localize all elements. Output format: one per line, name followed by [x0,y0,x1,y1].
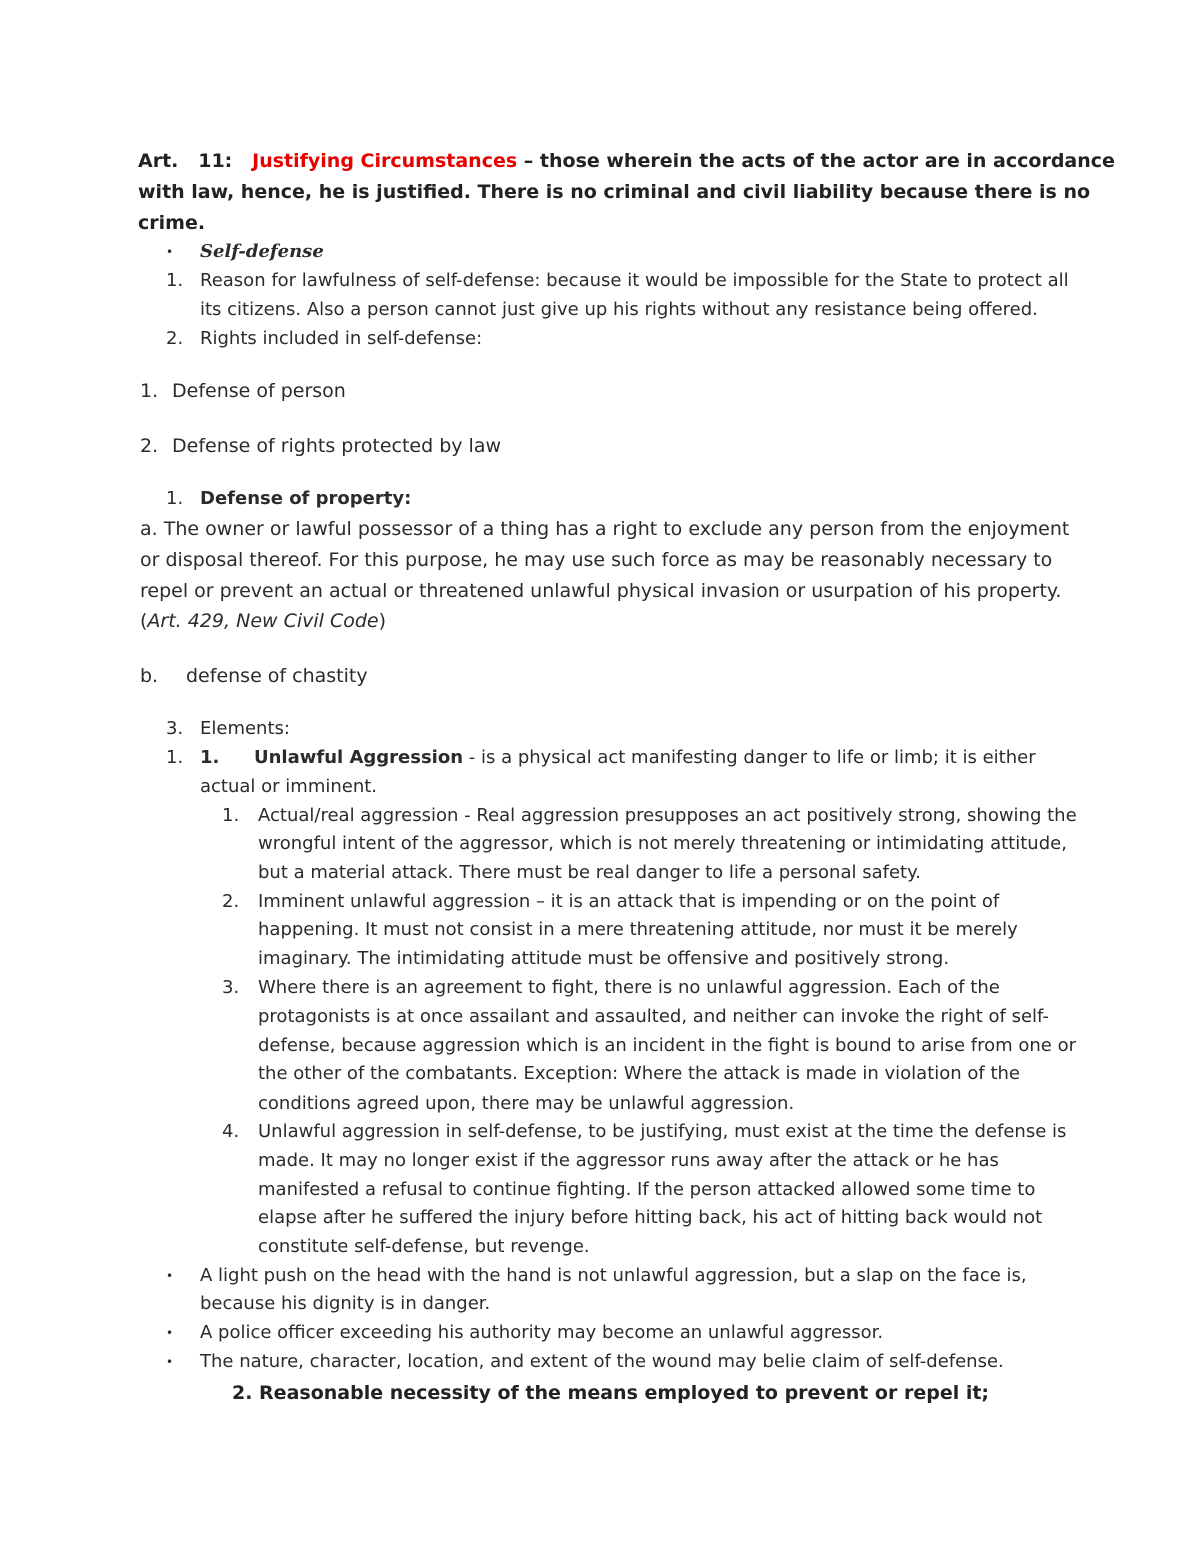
letter-b: b. [140,665,159,687]
list-number: 1. [166,747,184,768]
defense-of-property-heading: Defense of property: [200,488,412,509]
civil-code-citation: Art. 429, New Civil Code [147,610,379,632]
sub-item-line: constitute self-defense, but revenge. [258,1236,590,1257]
article-label: Art. [138,150,179,172]
unlawful-aggression-title: Unlawful Aggression [254,747,464,768]
defense-of-rights: Defense of rights protected by law [172,435,502,457]
property-a-line-1: a. The owner or lawful possessor of a thing has a right to exclude any person from the enjoyment [140,518,1070,540]
list-number: 1. [222,805,240,826]
property-a-line-3: repel or prevent an actual or threatened unlawful physical invasion or usurpation of his property. [140,580,1062,602]
sub-item-line: Imminent unlawful aggression – it is an attack that is impending or on the point of [258,891,1000,912]
sub-item-line: conditions agreed upon, there may be unlawful aggression. [258,1093,795,1114]
article-heading-line-2: with law, hence, he is justified. There is no criminal and civil liability because there is no [138,181,1091,203]
sub-item-line: defense, because aggression which is an incident in the fight is bound to arise from one or [258,1035,1076,1056]
sub-item-line: made. It may no longer exist if the aggressor runs away after the attack or he has [258,1150,999,1171]
defense-of-chastity: defense of chastity [186,665,368,687]
sub-item-line: manifested a refusal to continue fighting. If the person attacked allowed some time to [258,1179,1036,1200]
list-number: 3. [166,718,184,739]
self-defense-label: Self-defense [200,241,324,262]
sub-item-line: happening. It must not consist in a mere threatening attitude, nor must it be merely [258,919,1018,940]
sub-item-line: elapse after he suffered the injury before hitting back, his act of hitting back would not [258,1207,1043,1228]
sub-item-line: but a material attack. There must be real danger to life a personal safety. [258,862,921,883]
list-number: 2. [222,891,240,912]
list-number: 1. [200,747,220,768]
reason-line-1: Reason for lawfulness of self-defense: because it would be impossible for the State to protect all [200,270,1069,291]
list-number: 2. [166,328,184,349]
rights-heading: Rights included in self-defense: [200,328,483,349]
bullet-marker: • [166,245,174,259]
list-number: 4. [222,1121,240,1142]
property-a-line-2: or disposal thereof. For this purpose, he may use such force as may be reasonably necessary to [140,549,1053,571]
list-number: 1. [140,380,159,402]
sub-item-line: protagonists is at once assailant and assaulted, and neither can invoke the right of self- [258,1006,1049,1027]
sub-item-line: wrongful intent of the aggressor, which is not merely threatening or intimidating attitude, [258,833,1067,854]
article-number: 11: [198,150,233,172]
sub-item-line: the other of the combatants. Exception: Where the attack is made in violation of the [258,1063,1021,1084]
list-number: 1. [166,488,184,509]
reason-line-2: its citizens. Also a person cannot just give up his rights without any resistance being offered. [200,299,1038,320]
reasonable-necessity-heading: 2. Reasonable necessity of the means employed to prevent or repel it; [232,1382,990,1404]
sub-item-line: Unlawful aggression in self-defense, to be justifying, must exist at the time the defense is [258,1121,1067,1142]
unlawful-aggression-line-2: actual or imminent. [200,776,378,797]
article-title: Justifying Circumstances [252,150,518,172]
bullet-marker: • [166,1269,174,1283]
defense-of-person: Defense of person [172,380,346,402]
elements-heading: Elements: [200,718,290,739]
note-line: A police officer exceeding his authority may become an unlawful aggressor. [200,1322,884,1343]
sub-item-line: Where there is an agreement to fight, there is no unlawful aggression. Each of the [258,977,1000,998]
note-line: A light push on the head with the hand is not unlawful aggression, but a slap on the face is, [200,1265,1027,1286]
bullet-marker: • [166,1326,174,1340]
article-definition: – those wherein the acts of the actor are in accordance [517,150,1115,172]
note-line: The nature, character, location, and extent of the wound may belie claim of self-defense. [200,1351,1004,1372]
article-heading-line-1 [138,149,1115,173]
unlawful-aggression-line-1: Unlawful Aggression - is a physical act manifesting danger to life or limb; it is either [254,747,1036,768]
property-citation: (Art. 429, New Civil Code) [140,610,387,632]
list-number: 2. [140,435,159,457]
note-line: because his dignity is in danger. [200,1293,491,1314]
article-heading-line-3: crime. [138,212,206,234]
list-number: 3. [222,977,240,998]
list-number: 1. [166,270,184,291]
bullet-marker: • [166,1355,174,1369]
sub-item-line: imaginary. The intimidating attitude must be offensive and positively strong. [258,948,950,969]
sub-item-line: Actual/real aggression - Real aggression presupposes an act positively strong, showing the [258,805,1077,826]
letter-a: a. [140,518,158,540]
